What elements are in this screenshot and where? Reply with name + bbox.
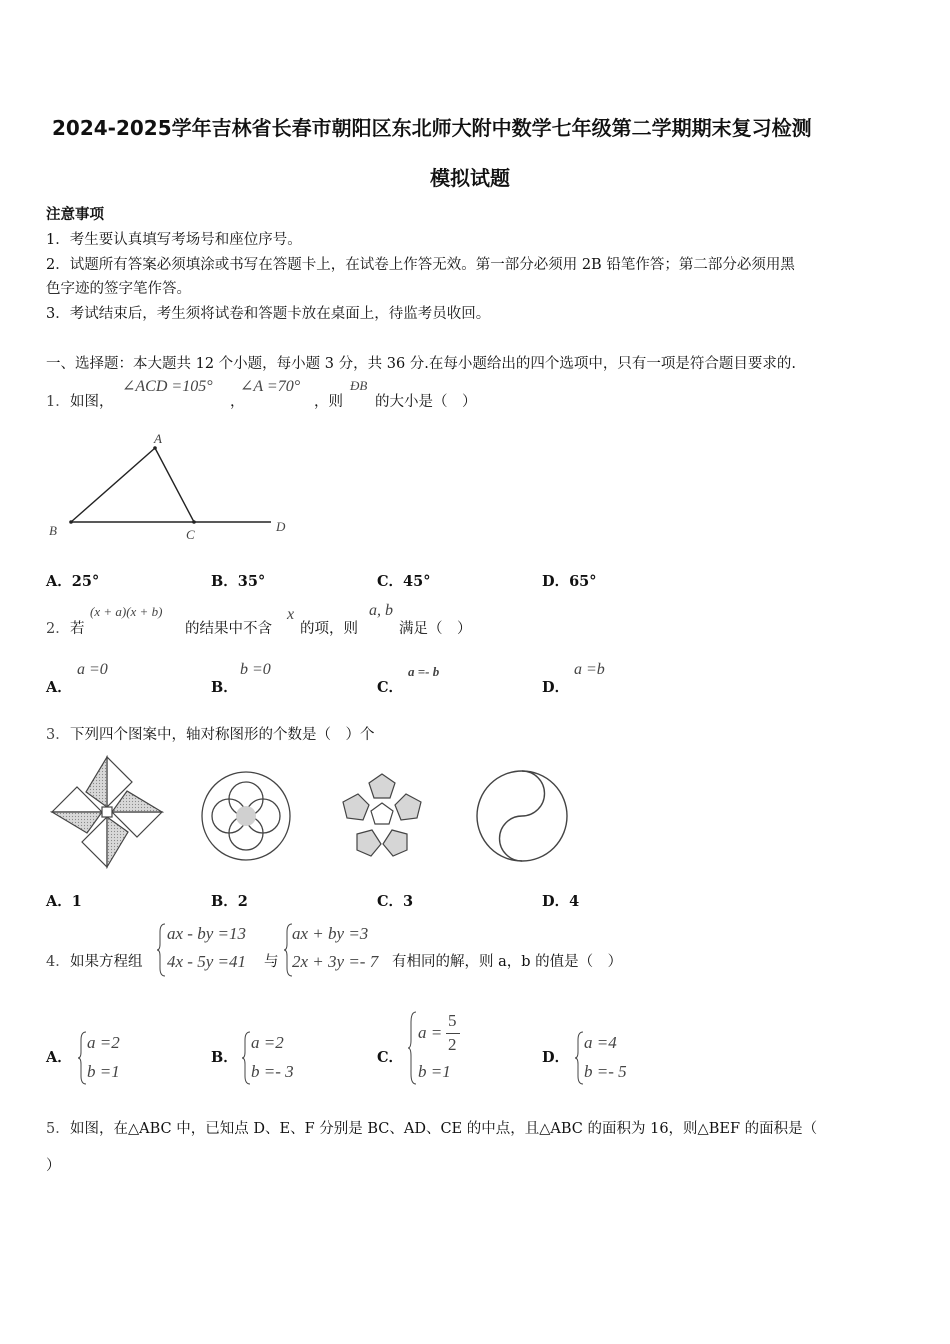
q2-mid: 的结果中不含 [185,621,272,637]
q1-option-c[interactable]: C．45° [377,573,431,590]
q1-suffix: 的大小是（ ） [375,394,477,410]
segment-ac [155,448,194,522]
q1-option-d[interactable]: D．65° [542,573,597,590]
q4-option-b-letter[interactable]: B． [211,1049,238,1066]
q1-label-b: B [49,523,57,538]
q4-option-c-brace [408,1010,418,1086]
q5-number: 5． [46,1121,70,1137]
page-title-line1: 2024-2025学年吉林省长春市朝阳区东北师大附中数学七年级第二学期期末复习检测 [52,116,812,140]
q2-option-d-letter[interactable]: D． [542,679,570,696]
q3-option-b[interactable]: B．2 [211,893,248,910]
q2-option-a-text[interactable]: a =0 [77,661,108,678]
q1-option-a[interactable]: A．25° [46,573,100,590]
section-heading: 一、选择题：本大题共 12 个小题，每小题 3 分，共 36 分.在每小题给出的四个选项中，只有一项是符合题目要求的. [46,356,796,372]
q4-option-a-line2[interactable]: b =1 [87,1062,120,1081]
point-b [69,520,73,524]
point-c [192,520,196,524]
q2-vars: a, b [369,602,393,619]
q2-expression: (x + a)(x + b) [90,604,163,619]
q2-option-a-letter[interactable]: A． [46,679,72,696]
q2-option-d-text[interactable]: a =b [574,661,605,678]
q3-text: 下列四个图案中，轴对称图形的个数是（ ）个 [70,727,375,743]
q4-brace-1 [157,922,167,978]
q4-option-d-letter[interactable]: D． [542,1049,570,1066]
q4-sys2-eq1: ax + by =3 [292,924,369,943]
q1-label-a: A [154,431,162,446]
q4-prefix: 如果方程组 [70,954,143,970]
q4-option-a-line1[interactable]: a =2 [87,1033,120,1052]
q1-prefix: 如图， [70,394,114,410]
q4-sys2-eq2: 2x + 3y =- 7 [292,952,379,971]
q3-option-c[interactable]: C．3 [377,893,414,910]
q1-then: ，则 [314,394,343,410]
q4-option-c-letter[interactable]: C． [377,1049,404,1066]
q2-number: 2． [46,621,70,637]
q1-angle-acd: ∠ACD =105° [122,378,213,395]
q4-option-c-numerator: 5 [448,1011,457,1030]
q2-prefix: 若 [70,621,85,637]
circles-pattern [200,770,292,862]
q4-option-c-denominator: 2 [448,1035,457,1054]
q1-angle-a: ∠A =70° [240,378,301,395]
notice-item-2b: 色字迹的签字笔作答。 [46,281,191,297]
notice-item-2a: 2．试题所有答案必须填涂或书写在答题卡上，在试卷上作答无效。第一部分必须用 2B 铅笔作答；第二部分必须用黑 [46,257,795,273]
q1-comma: ， [230,394,245,410]
q4-option-d-line1[interactable]: a =4 [584,1033,617,1052]
q2-option-b-text[interactable]: b =0 [240,661,271,678]
notice-item-1: 1．考生要认真填写考场号和座位序号。 [46,232,302,248]
q4-option-d-line2[interactable]: b =- 5 [584,1062,627,1081]
q4-sys1-eq1: ax - by =13 [167,924,246,943]
q2-suffix: 满足（ ） [399,621,472,637]
q1-label-d: D [276,519,286,534]
q2-option-c-text[interactable]: a =- b [408,664,440,679]
q3-option-d[interactable]: D．4 [542,893,580,910]
q4-number: 4． [46,954,70,970]
notice-item-3: 3．考试结束后，考生须将试卷和答题卡放在桌面上，待监考员收回。 [46,306,491,322]
q1-triangle-figure [46,430,296,550]
q4-with: 与 [264,954,279,970]
q5-line2: ） [46,1158,61,1174]
q3-option-a[interactable]: A．1 [46,893,82,910]
q5-line1: 如图，在△ABC 中，已知点 D、E、F 分别是 BC、AD、CE 的中点，且△ABC 的面积为 16，则△BEF 的面积是（ [70,1121,818,1137]
notice-heading: 注意事项 [46,206,104,223]
q4-option-c-line1-lhs[interactable]: a = [418,1023,443,1042]
q3-number: 3． [46,727,70,743]
q4-sys1-eq2: 4x - 5y =41 [167,952,246,971]
q4-option-b-line2[interactable]: b =- 3 [251,1062,294,1081]
page-title-line2: 模拟试题 [430,166,510,190]
q4-suffix: 有相同的解，则 a，b 的值是（ ） [392,954,623,970]
q1-number: 1． [46,394,70,410]
q1-angle-b: ÐB [350,378,368,393]
q2-mid2: 的项，则 [300,621,358,637]
q2-option-c-letter[interactable]: C． [377,679,404,696]
pentagon-pattern [337,770,427,860]
yinyang-pattern [474,768,570,864]
q1-option-b[interactable]: B．35° [211,573,266,590]
q4-option-a-letter[interactable]: A． [46,1049,72,1066]
segment-ba [71,448,155,522]
q2-option-b-letter[interactable]: B． [211,679,238,696]
q4-option-c-line2[interactable]: b =1 [418,1062,451,1081]
pinwheel-pattern [50,755,165,870]
q1-label-c: C [186,527,195,542]
q4-option-b-line1[interactable]: a =2 [251,1033,284,1052]
q2-var-x: x [287,606,295,623]
